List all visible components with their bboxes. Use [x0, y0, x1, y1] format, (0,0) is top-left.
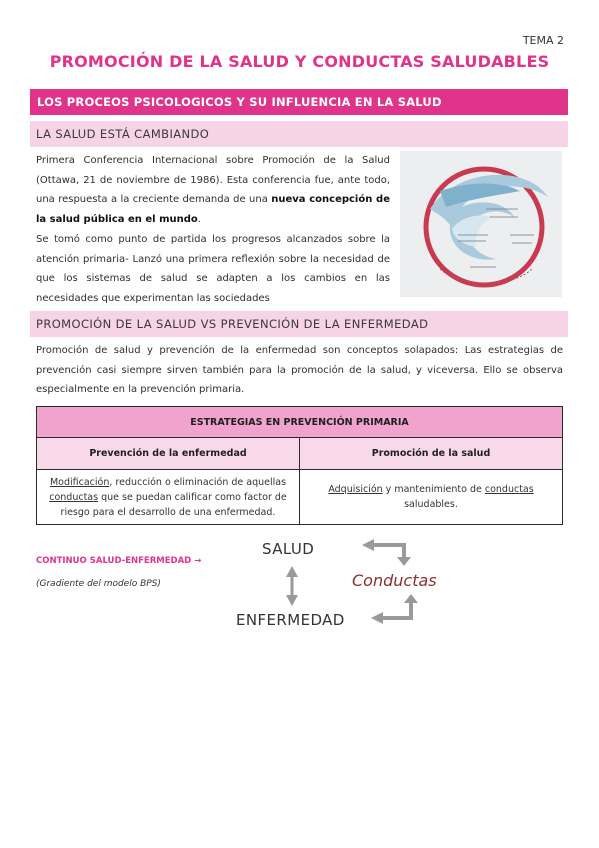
word-adquisicion: Adquisición [328, 484, 383, 495]
page-title: PROMOCIÓN DE LA SALUD Y CONDUCTAS SALUDABLES [49, 52, 550, 71]
prevention-text-mid: , reducción o eliminación de aquellas [109, 476, 287, 488]
salud-label: SALUD [262, 540, 315, 558]
continuum-label: CONTINUO SALUD-ENFERMEDAD → [36, 556, 202, 566]
p1-text-bold: nueva concepción de la salud pública en el mundo [36, 194, 390, 225]
word-conductas: conductas [49, 491, 99, 503]
top-right-arrow-icon [362, 539, 411, 566]
enfermedad-label: ENFERMEDAD [236, 611, 345, 629]
column-header-prevention: Prevención de la enfermedad [37, 438, 300, 470]
prevention-text-end: que se puedan calificar como factor de riesgo para el desarrollo de una enfermedad. [60, 491, 287, 518]
p1-text-after: . [197, 213, 201, 225]
section1-heading: LA SALUD ESTÁ CAMBIANDO [30, 121, 568, 147]
section2-heading: PROMOCIÓN DE LA SALUD VS PREVENCIÓN DE LA ENFERMEDAD [30, 311, 568, 337]
topic-label: TEMA 2 [522, 34, 564, 47]
continuum-note: (Gradiente del modelo BPS) [36, 579, 161, 589]
column-header-promotion: Promoción de la salud [300, 438, 563, 470]
vertical-double-arrow-icon [286, 566, 298, 606]
table-title: ESTRATEGIAS EN PREVENCIÓN PRIMARIA [37, 407, 563, 438]
bottom-right-arrow-icon [371, 594, 418, 624]
conductas-label: Conductas [352, 571, 437, 590]
promotion-text-end: saludables. [404, 499, 458, 510]
promotion-text-mid: y mantenimiento de [382, 484, 485, 495]
word-modificacion: Modificación [49, 476, 110, 488]
word-conductas-2: conductas [484, 484, 534, 495]
section2-paragraph: Promoción de salud y prevención de la enfermedad son conceptos solapados: Las estrategias de prevención casi siempre sirven también para la promoción de la salud, y viceversa. Ello se observa especialmente en la prevención primaria. [36, 345, 563, 395]
p1-text-before: Primera Conferencia Internacional sobre Promoción de la Salud (Ottawa, 21 de noviembre de 1986). Esta conferencia fue, ante todo, una respuesta a la creciente demanda de una [36, 155, 390, 205]
section-main-heading: LOS PROCEOS PSICOLOGICOS Y SU INFLUENCIA EN LA SALUD [30, 89, 568, 115]
section1-paragraph2: Se tomó como punto de partida los progresos alcanzados sobre la atención primaria- Lanzó una primera reflexión sobre la necesidad de que los sistemas de salud se adapten a los cambios en las necesidades que experimentan las sociedades [36, 234, 390, 304]
